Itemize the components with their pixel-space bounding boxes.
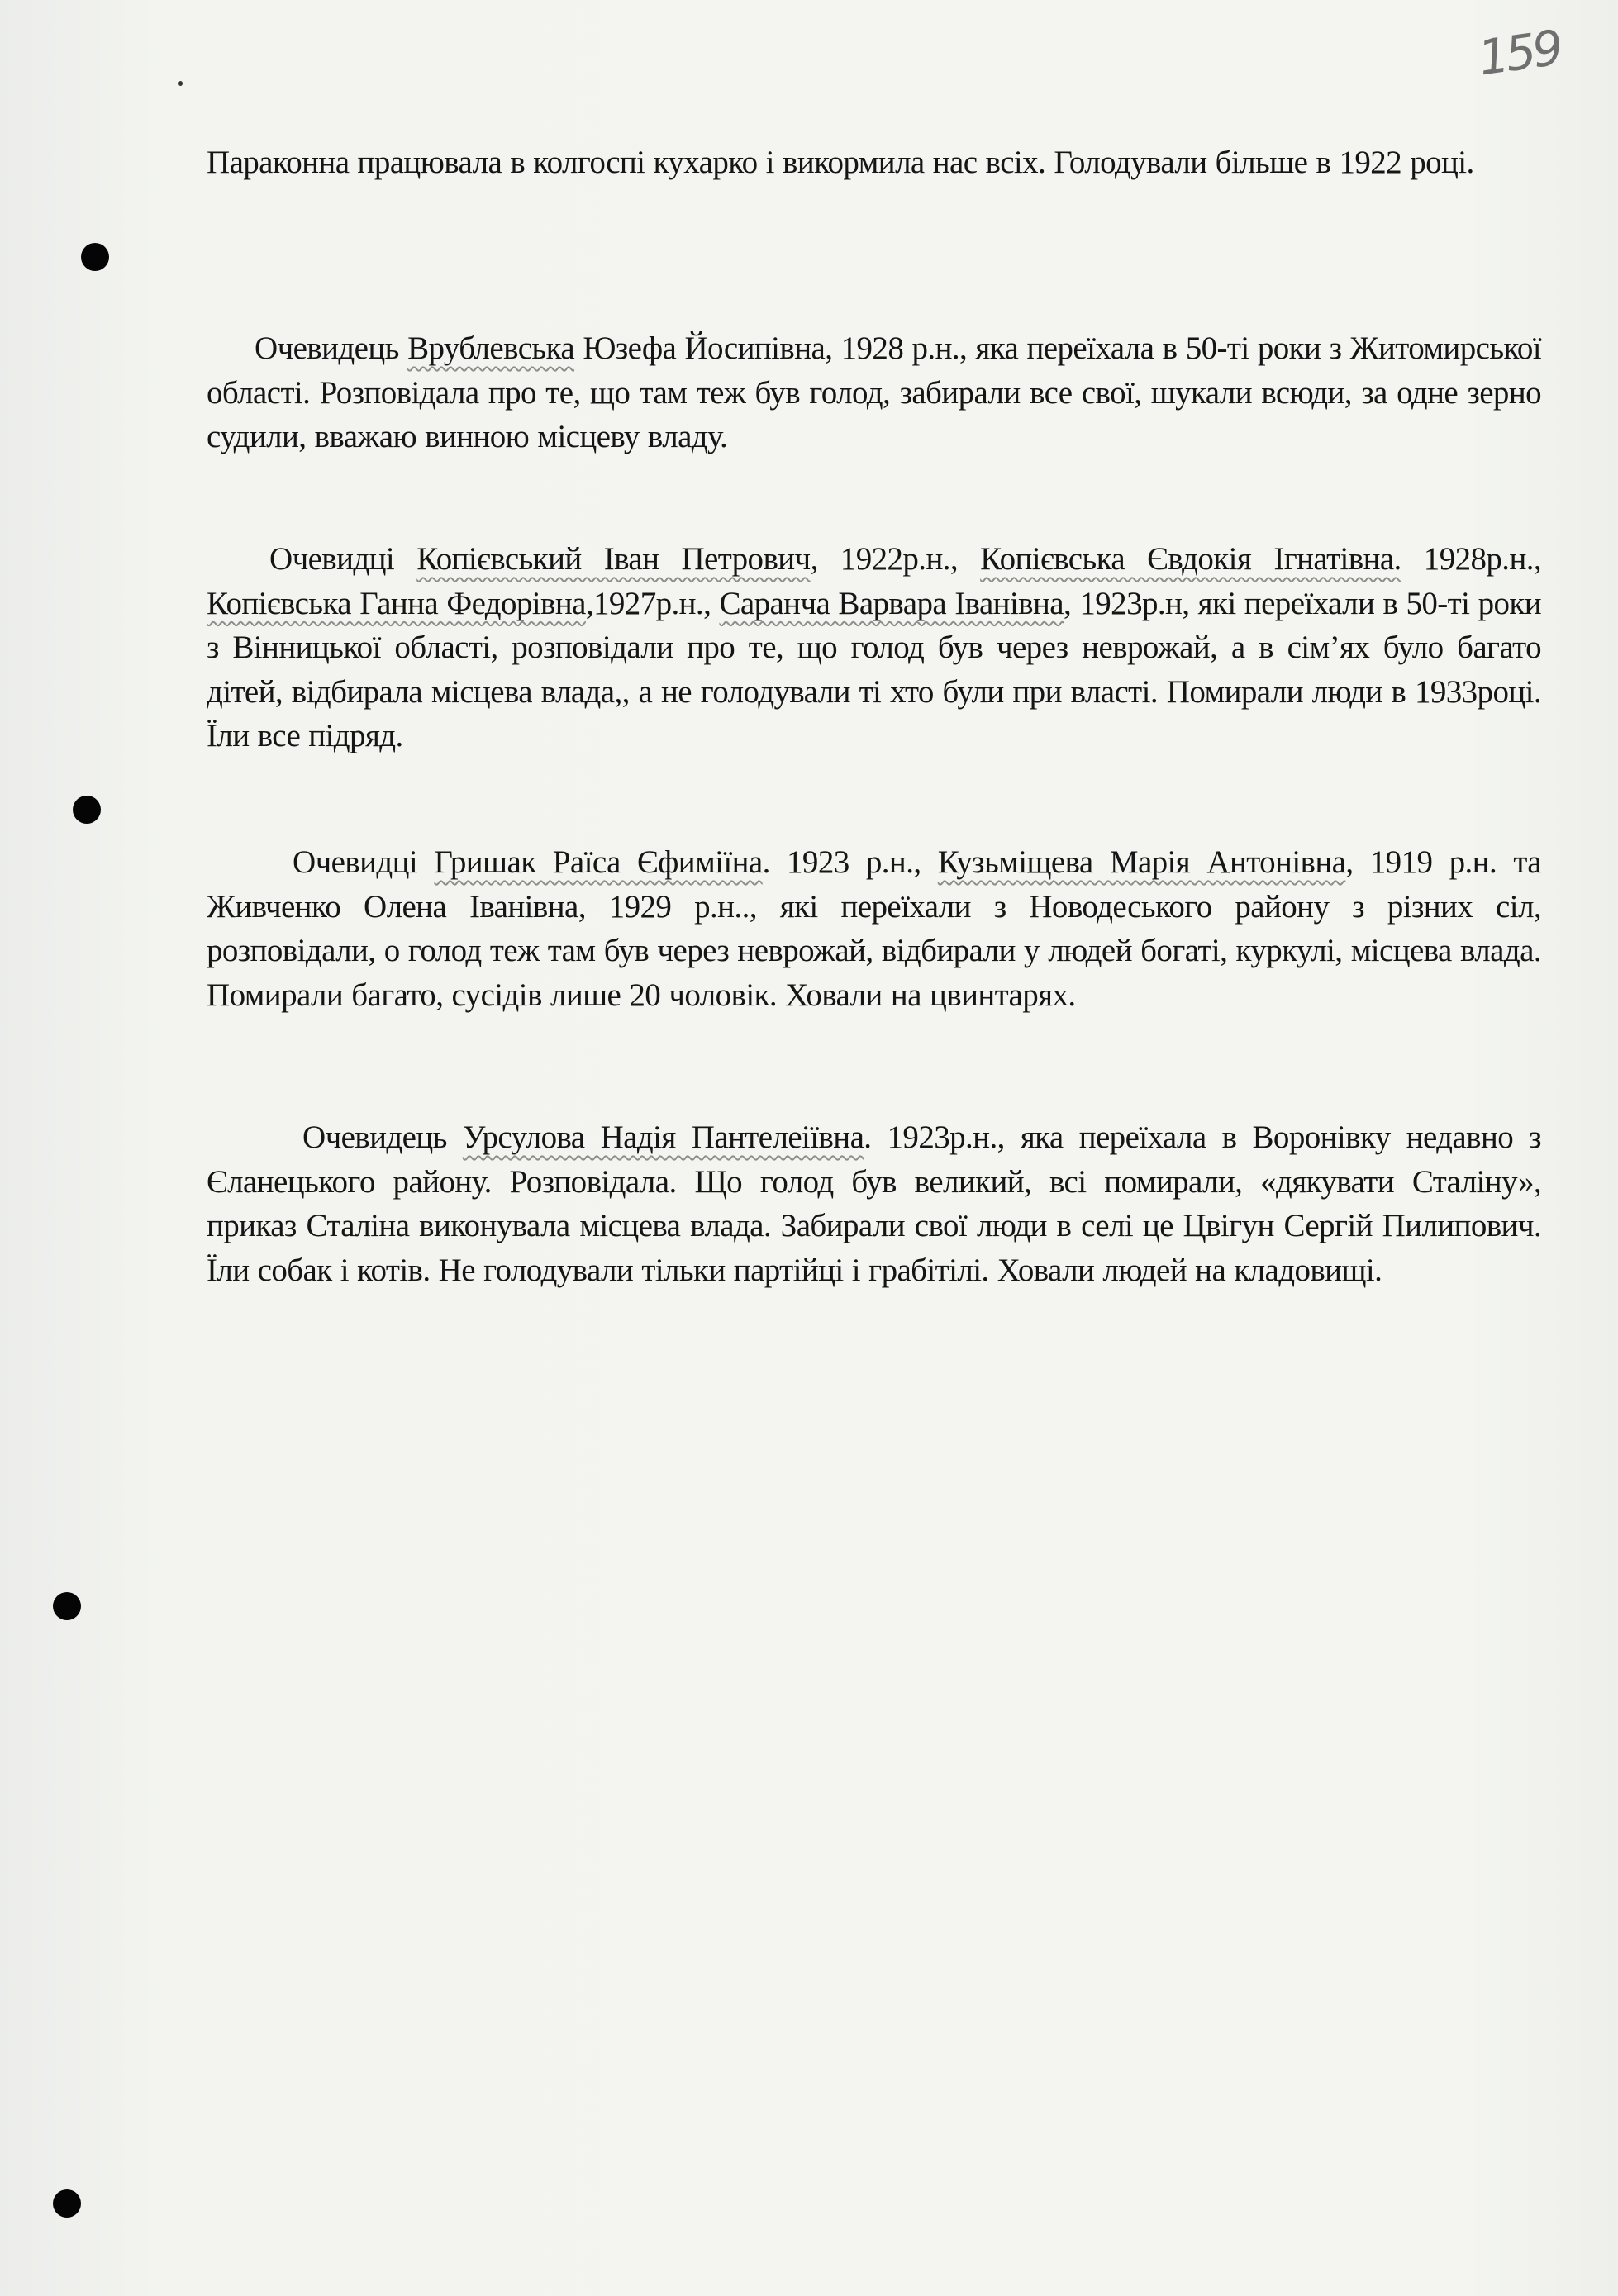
paragraph-text: , 1923р.н, які переїхали в 50-ті роки з Вінницької області, розповідали про те, що голод був через неврожай, а в сім’ях було багато дітей, відбирала місцева влада,, а не голодували ті хто були при власті. Помирали люди в 1933році. Їли все підряд. xyxy=(207,585,1541,753)
paragraph-witness-kopievski xyxy=(207,537,1541,758)
paragraph-text: Очевидець xyxy=(255,330,408,366)
punch-hole xyxy=(53,1592,81,1620)
underlined-name: Копієвська Євдокія Ігнатівна. xyxy=(980,541,1401,577)
paragraph-text: Очевидець xyxy=(302,1119,463,1155)
paragraph-text: 1928р.н., xyxy=(1401,541,1542,577)
paragraph-text: , 1919 р.н. та Живченко Олена Іванівна, 1929 р.н.., які переїхали з Новодеського району з різних сіл, розповідали, о голод теж там був через неврожай, відбирали у людей богаті, куркулі, місцева влада. Помирали багато, сусідів лише 20 чоловік. Ховали на цвинтарях. xyxy=(207,844,1541,1013)
paragraph-text: . 1923р.н., яка переїхала в Воронівку недавно з Єланецького району. Розповідала. Що голод був великий, всі помирали, «дякувати Сталіну», приказ Сталіна виконувала місцева влада. Забирали свої люди в селі це Цвігун Сергій Пилипович. Їли собак і котів. Не голодували тільки партійці і грабітілі. Ховали людей на кладовищі. xyxy=(207,1119,1541,1288)
punch-hole xyxy=(73,796,101,824)
paragraph-text: Очевидці xyxy=(293,844,435,880)
underlined-name: Копієвська Ганна Федорівна xyxy=(207,585,586,621)
paragraph-witness-vrublevska xyxy=(207,326,1541,459)
paragraph-witness-hryshak xyxy=(207,840,1541,1017)
handwritten-page-number: 159 xyxy=(1475,19,1564,87)
paragraph-continuation xyxy=(207,140,1541,185)
paragraph-text: , 1922р.н., xyxy=(810,541,981,577)
paragraph-witness-ursulova xyxy=(207,1115,1541,1292)
paragraph-text: Очевидці xyxy=(269,541,417,577)
paragraph-text: Параконна працювала в колгоспі кухарко і викормила нас всіх. Голодували більше в 1922 році. xyxy=(207,145,1474,180)
underlined-name: Кузьміщева Марія Антонівна xyxy=(937,844,1346,880)
paragraph-text: Юзефа Йосипівна, 1928 р.н., яка переїхала в 50-ті роки з Житомирської області. Розповідала про те, що там теж був голод, забирали все свої, шукали всюди, за одне зерно судили, вважаю винною місцеву владу. xyxy=(207,330,1542,454)
underlined-name: Копієвський Іван Петрович xyxy=(416,541,811,577)
paragraph-text: . 1923 р.н., xyxy=(762,844,938,880)
underlined-name: Врублевська xyxy=(407,330,575,366)
speck xyxy=(178,81,183,86)
paragraph-text: ,1927р.н., xyxy=(585,585,720,621)
underlined-name: Урсулова Надія Пантелеіївна xyxy=(462,1119,864,1155)
punch-hole xyxy=(53,2189,81,2218)
underlined-name: Саранча Варвара Іванівна xyxy=(719,585,1064,621)
punch-hole xyxy=(81,243,109,271)
underlined-name: Гришак Раїса Єфиміїна xyxy=(434,844,763,880)
